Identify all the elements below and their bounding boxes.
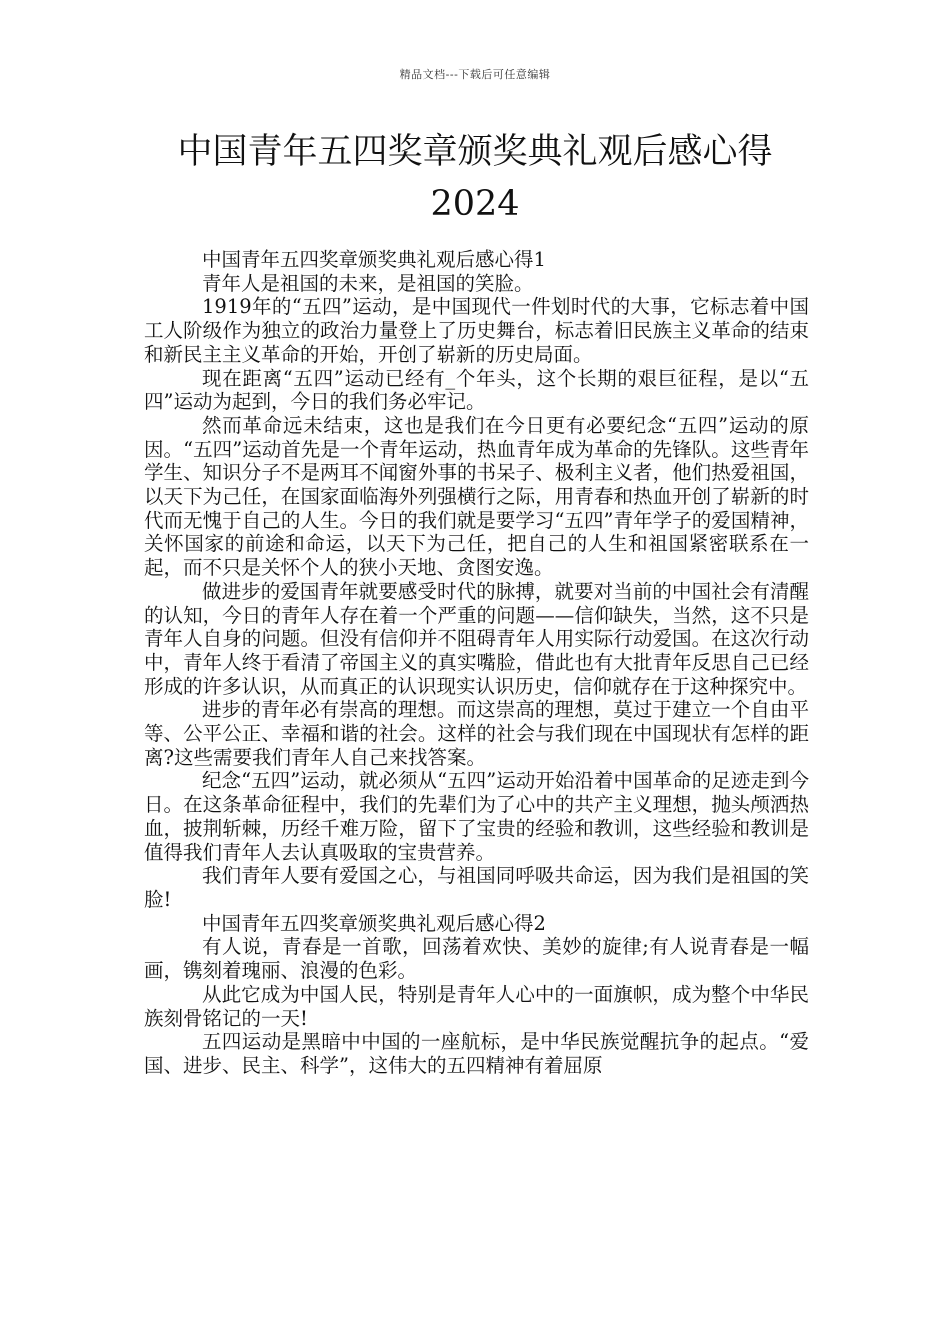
paragraph: 1919年的“五四”运动，是中国现代一件划时代的大事，它标志着中国工人阶级作为独立的政治力量登上了历史舞台，标志着旧民族主义革命的结束和新民主主义革命的开始，开创了崭新的历史局面。 [144,295,809,366]
section-heading: 中国青年五四奖章颁奖典礼观后感心得2 [202,911,546,935]
paragraph: 现在距离“五四”运动已经有_个年头，这个长期的艰巨征程，是以“五四”运动为起到，今日的我们务必牢记。 [144,366,809,414]
paragraph: 我们青年人要有爱国之心，与祖国同呼吸共命运，因为我们是祖国的笑脸! [144,864,809,911]
document-title-year: 2024 [430,184,520,224]
document-title [100,126,850,230]
document-body [144,248,809,1078]
section-heading: 中国青年五四奖章颁奖典礼观后感心得1 [202,248,546,271]
paragraph: 五四运动是黑暗中中国的一座航标，是中华民族觉醒抗争的起点。“爱国、进步、民主、科学”，这伟大的五四精神有着屈原 [144,1030,809,1077]
paragraph: 有人说，青春是一首歌，回荡着欢快、美妙的旋律;有人说青春是一幅画，镌刻着瑰丽、浪漫的色彩。 [144,935,809,983]
paragraph: 进步的青年必有崇高的理想。而这崇高的理想，莫过于建立一个自由平等、公平公正、幸福和谐的社会。这样的社会与我们现在中国现状有怎样的距离?这些需要我们青年人自己来找答案。 [144,698,809,769]
paragraph: 青年人是祖国的未来，是祖国的笑脸。 [202,271,534,295]
header-note: 精品文档---下载后可任意编辑 [399,68,551,81]
paragraph: 做进步的爱国青年就要感受时代的脉搏，就要对当前的中国社会有清醒的认知，今日的青年人存在着一个严重的问题——信仰缺失，当然，这不只是青年人自身的问题。但没有信仰并不阻碍青年人用实际行动爱国。在这次行动中，青年人终于看清了帝国主义的真实嘴脸，借此也有大批青年反思自己已经形成的许多认识，从而真正的认识现实认识历史，信仰就存在于这种探究中。 [144,579,809,698]
paragraph: 纪念“五四”运动，就必须从“五四”运动开始沿着中国革命的足迹走到今日。在这条革命征程中，我们的先辈们为了心中的共产主义理想，抛头颅洒热血，披荆斩棘，历经千难万险，留下了宝贵的经验和教训，这些经验和教训是值得我们青年人去认真吸取的宝贵营养。 [144,769,809,864]
paragraph: 从此它成为中国人民，特别是青年人心中的一面旗帜，成为整个中华民族刻骨铭记的一天! [144,982,809,1030]
paragraph: 然而革命远未结束，这也是我们在今日更有必要纪念“五四”运动的原因。“五四”运动首先是一个青年运动，热血青年成为革命的先锋队。这些青年学生、知识分子不是两耳不闻窗外事的书呆子、极利主义者，他们热爱祖国，以天下为己任，在国家面临海外列强横行之际，用青春和热血开创了崭新的时代而无愧于自己的人生。今日的我们就是要学习“五四”青年学子的爱国精神，关怀国家的前途和命运，以天下为己任，把自己的人生和祖国紧密联系在一起，而不只是关怀个人的狭小天地、贪图安逸。 [144,413,809,580]
document-title-main: 中国青年五四奖章颁奖典礼观后感心得 [177,132,773,172]
